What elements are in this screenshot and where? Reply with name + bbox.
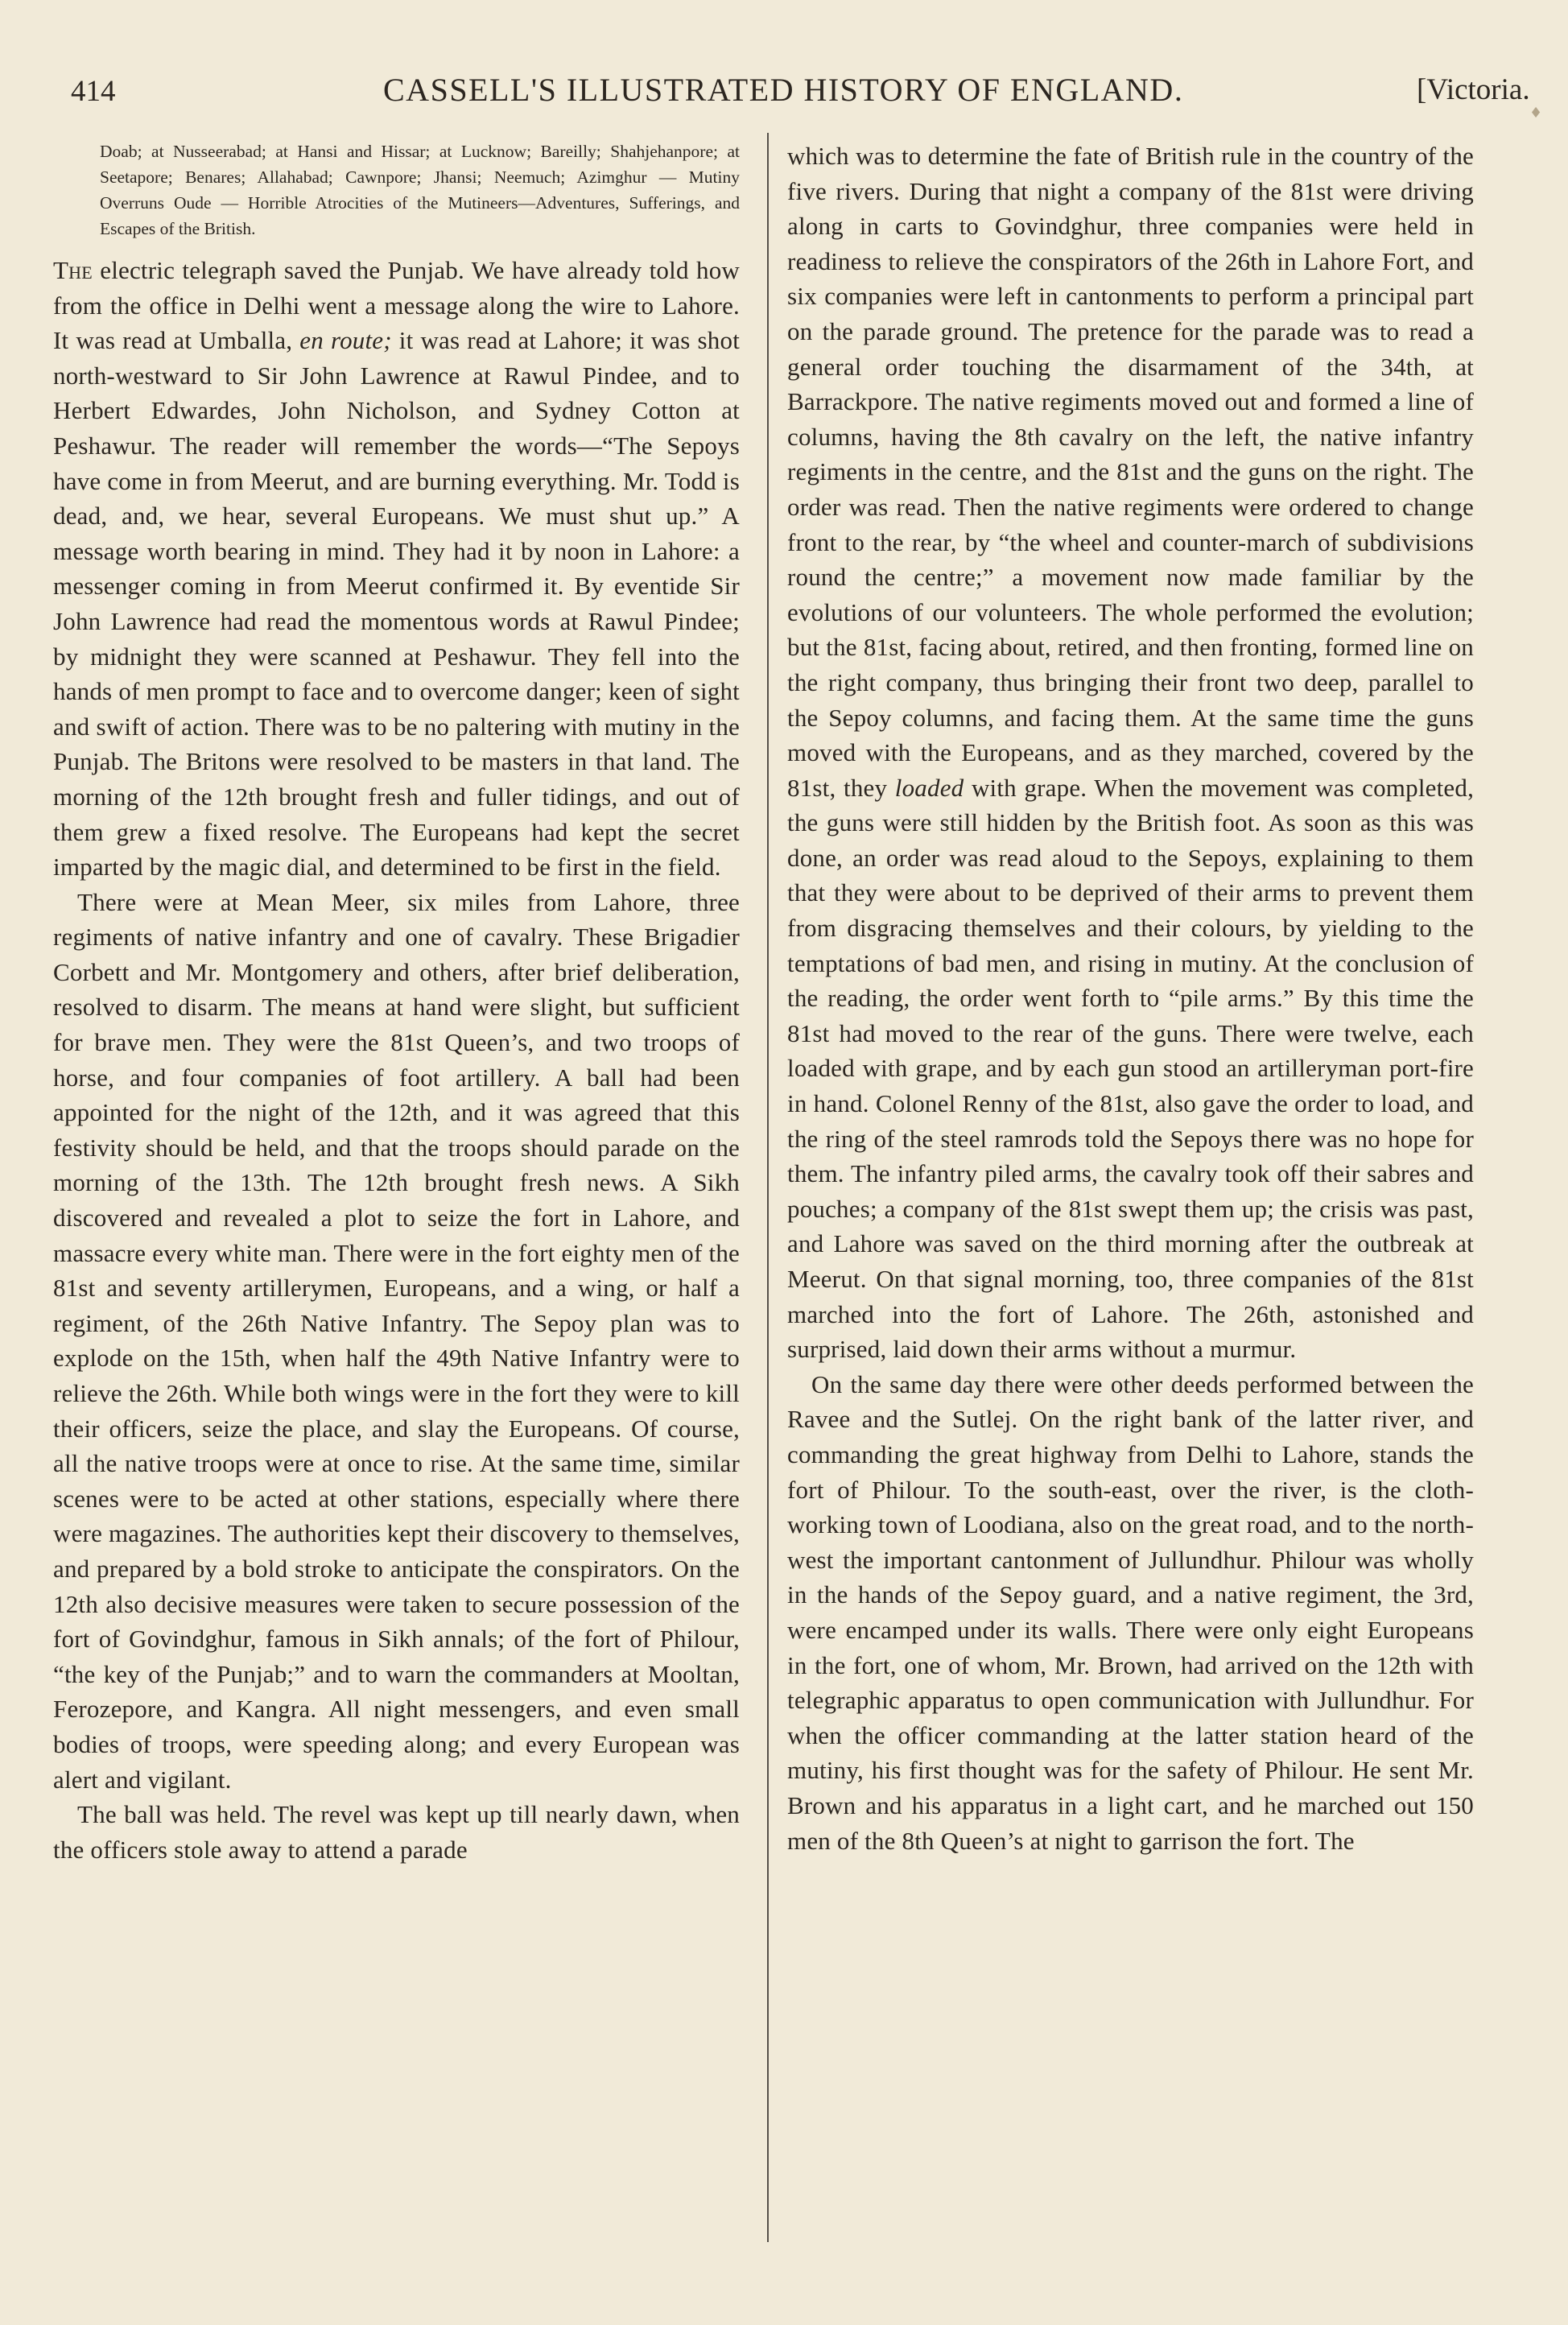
paragraph-2: There were at Mean Meer, six miles from Lahore, three regiments of native infantry and one of cavalry. These Brigadier Corbett and Mr. Montgomery and others, after brief deliberation, resolved to disarm. The means at hand were slight, but sufficient for brave men. They were the 81st Queen’s, and two troops of horse, and four companies of foot artillery. A ball had been appointed for the night of the 12th, and it was agreed that this festivity should be held, and that the troops should parade on the morning of the 13th. The 12th brought fresh news. A Sikh discovered and revealed a plot to seize the fort in Lahore, and massacre every white man. There were in the fort eighty men of the 81st and seventy artillerymen, Europeans, and a wing, or half a regiment, of the 26th Native Infantry. The Sepoy plan was to explode on the 15th, when half the 49th Native Infantry were to relieve the 26th. While both wings were in the fort they were to kill their officers, seize the place, and slay the Europeans. Of course, all the native troops were at once to rise. At the same time, similar scenes were to be acted at other stations, especially where there were magazines. The authorities kept their discovery to themselves, and prepared by a bold stroke to anticipate the conspirators. On the 12th also decisive measures were taken to secure possession of the fort of Govindghur, famous in Sikh annals; of the fort of Philour, “the key of the Punjab;” and to warn the commanders at Mooltan, Ferozepore, and Kangra. All night messengers, and even small bodies of troops, were speeding along; and every European was alert and vigilant. — [53, 887, 741, 1794]
column-rule — [767, 133, 769, 2242]
opening-word: The — [53, 256, 93, 284]
paragraph-4 — [787, 138, 1474, 1367]
paragraph-4-text: which was to determine the fate of British rule in the country of the five rivers. During that night a company of the 81st were driving along in carts to Govindghur, three companies were held in readiness to relieve the conspirators of the 26th in Lahore Fort, and six companies were left in cantonments to perform a principal part on the parade ground. The pretence for the parade was to read a general order touching the disarmament of the 34th, at Barrackpore. The native regiments moved out and formed a line of columns, having the 8th cavalry on the left, the native infantry regiments in the centre, and the 81st and the guns on the right. The order was read. Then the native regiments were ordered to change front to the rear, by “the wheel and counter-march of subdivisions round the centre;” a movement now made familiar by the evolutions of our volunteers. The whole performed the evolution; but the 81st, facing about, retired, and then fronting, formed line on the right company, thus bringing their front two deep, parallel to the Sepoy columns, and facing them. At the same time the guns moved with the Europeans, and as they marched, covered by the 81st, they — [787, 142, 1474, 802]
paragraph-3: The ball was held. The revel was kept up till nearly dawn, when the officers stole away to attend a parade — [53, 1800, 740, 1864]
chapter-summary: Doab; at Nusseerabad; at Hansi and Hissar; at Lucknow; Bareilly; Shahjehanpore; at Seetapore; Benares; Allahabad; Cawnpore; Jhansi; Neemuch; Azimghur — Mutiny Overruns Oude — Horrible Atrocities of the Mutineers—Adventures, Sufferings, and Escapes of the British. — [100, 142, 740, 238]
italic-en-route: en route; — [299, 326, 392, 355]
section-label: [Victoria. — [1417, 73, 1530, 106]
paragraph-1-text-2: it was read at Lahore; it was shot north-westward to Sir John Lawrence at Rawul Pindee, and to Herbert Edwardes, John Nicholson, and Sydney Cotton at Peshawur. The reader will remember the words—“The Sepoys have come in from Meerut, and are burning everything. Mr. Todd is dead, and, we hear, several Europeans. We must shut up.” A message worth bearing in mind. They had it by noon in Lahore: a messenger coming in from Meerut confirmed it. By eventide Sir John Lawrence had read the momentous words at Rawul Pindee; by midnight they were scanned at Peshawur. They fell into the hands of men prompt to face and to overcome danger; keen of sight and swift of action. There was to be no paltering with mutiny in the Punjab. The Britons were resolved to be masters in that land. The morning of the 12th brought fresh and fuller tidings, and out of them grew a fixed resolve. The Europeans had kept the secret imparted by the magic dial, and determined to be first in the field. — [53, 326, 741, 882]
page-number: 414 — [71, 75, 116, 108]
italic-loaded: loaded — [894, 773, 964, 802]
paragraph-1-text: electric telegraph saved the Punjab. We have already told how from the office in Delhi went a message along the wire to Lahore. It was read at Umballa, — [53, 256, 740, 355]
right-column — [787, 138, 1474, 1858]
page-header — [71, 68, 1536, 116]
paragraph-1 — [53, 253, 740, 885]
paragraph-4-text-2: with grape. When the movement was completed, the guns were still hidden by the British foot. As soon as this was done, an order was read aloud to the Sepoys, explaining to them that they were about to be deprived of their arms to prevent them from disgracing themselves and their colours, by yielding to the temptations of bad men, and rising in mutiny. At the conclusion of the reading, the order went forth to “pile arms.” By this time the 81st had moved to the rear of the guns. There were twelve, each loaded with grape, and by each gun stood an artilleryman port-fire in hand. Colonel Renny of the 81st, also gave the order to load, and the ring of the steel ramrods told the Sepoys there was no hope for them. The infantry piled arms, the cavalry took off their sabres and pouches; a company of the 81st swept them up; the crisis was past, and Lahore was saved on the third morning after the outbreak at Meerut. On that signal morning, too, three companies of the 81st marched into the fort of Lahore. The 26th, astonished and surprised, laid down their arms without a murmur. — [787, 773, 1475, 1364]
margin-mark: ♦ — [1529, 105, 1543, 122]
paragraph-5: On the same day there were other deeds performed between the Ravee and the Sutlej. On the right bank of the latter river, and commanding the great highway from Delhi to Lahore, stands the fort of Philour. To the south-east, over the river, is the cloth-working town of Loodiana, also on the great road, and to the north-west the important cantonment of Jullundhur. Philour was wholly in the hands of the Sepoy guard, and a native regiment, the 3rd, were encamped under its walls. There were only eight Europeans in the fort, one of whom, Mr. Brown, had arrived on the 12th with telegraphic apparatus to open communication with Jullundhur. For when the officer commanding at the latter station heard of the mutiny, his first thought was for the safety of Philour. He sent Mr. Brown and his apparatus in a light cart, and he marched out 150 men of the 8th Queen’s at night to garrison the fort. The — [787, 1369, 1474, 1855]
running-title: CASSELL'S ILLUSTRATED HISTORY OF ENGLAND. — [383, 72, 1184, 108]
left-column — [53, 138, 740, 1867]
